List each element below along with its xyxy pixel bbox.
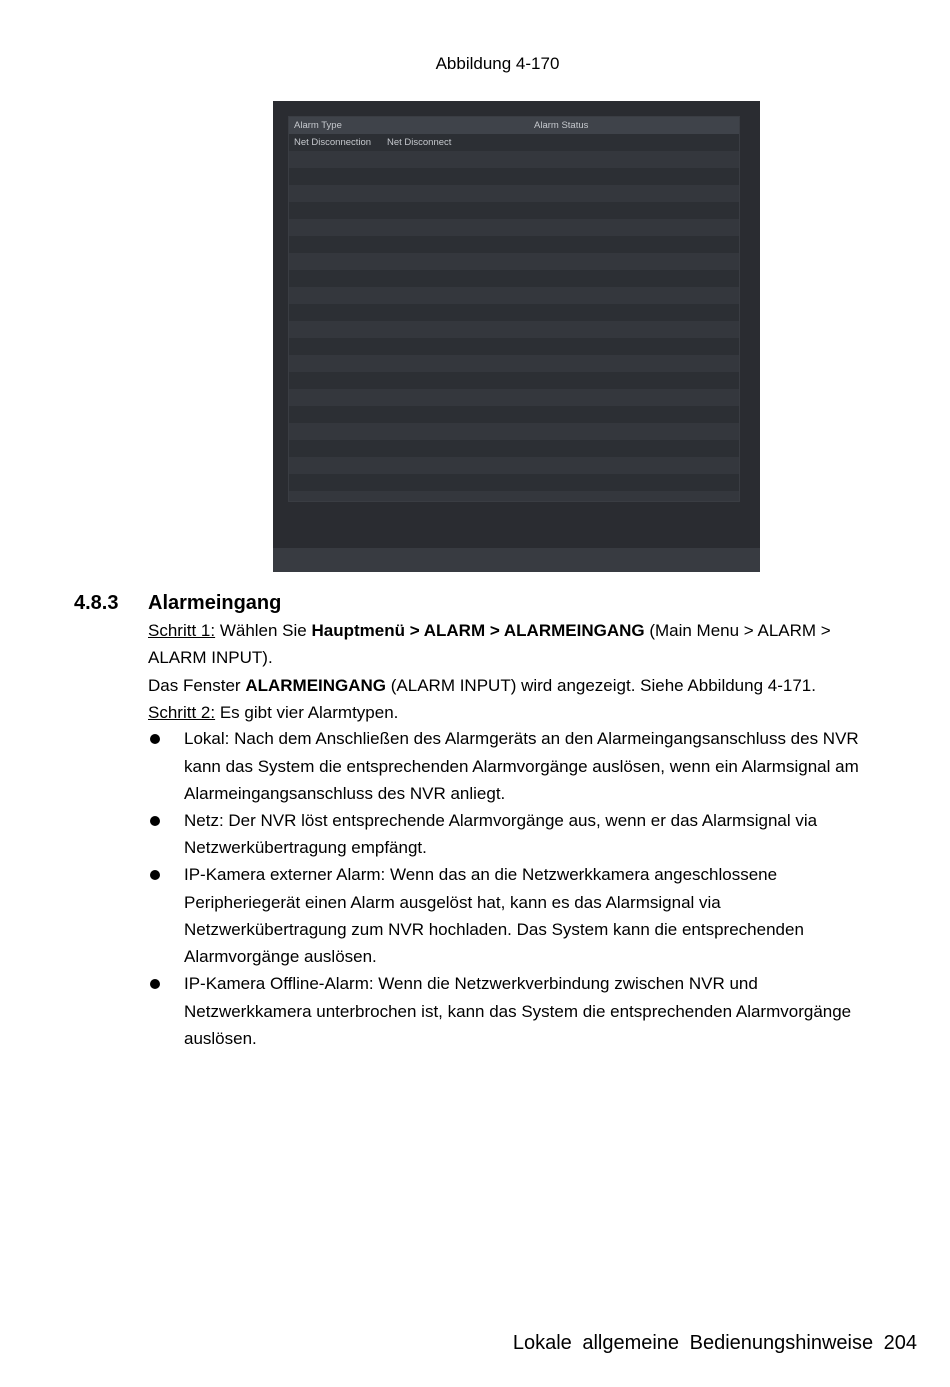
text: Es gibt vier Alarmtypen. bbox=[215, 703, 399, 722]
empty-table-row bbox=[289, 355, 739, 372]
empty-table-row bbox=[289, 236, 739, 253]
bullet-text: IP-Kamera externer Alarm: Wenn das an die Netzwerkkamera angeschlossene bbox=[184, 865, 778, 884]
text: Wählen Sie bbox=[215, 621, 312, 640]
empty-table-row bbox=[289, 321, 739, 338]
empty-table-row bbox=[289, 457, 739, 474]
text: Das Fenster bbox=[148, 676, 246, 695]
bullet-text: Lokal: Nach dem Anschließen des Alarmgeräts an den Alarmeingangsanschluss des NVR bbox=[184, 729, 859, 748]
alarm-status-table bbox=[288, 116, 740, 502]
bullet-text: Alarmeingangsanschluss des NVR anliegt. bbox=[184, 784, 506, 803]
bullet-text: Peripheriegerät einen Alarm ausgelöst hat, kann es das Alarmsignal via bbox=[184, 893, 721, 912]
table-header bbox=[289, 117, 739, 134]
step1-line1 bbox=[148, 617, 831, 644]
empty-table-row bbox=[289, 304, 739, 321]
empty-table-row bbox=[289, 219, 739, 236]
bold-text: ALARM bbox=[423, 621, 486, 640]
bold-text: > bbox=[485, 621, 504, 640]
section-number: 4.8.3 bbox=[74, 592, 119, 614]
section-title: Alarmeingang bbox=[148, 592, 282, 614]
text: (Main Menu > ALARM > bbox=[644, 621, 831, 640]
bold-text: ALARMEINGANG bbox=[245, 676, 387, 695]
bullet-text: Netz: Der NVR löst entsprechende Alarmvorgänge aus, wenn er das Alarmsignal via bbox=[184, 811, 818, 830]
step1-label: Schritt 1: bbox=[148, 621, 216, 640]
header-alarm-status: Alarm Status bbox=[534, 120, 589, 131]
bullet-text: Netzwerkkamera unterbrochen ist, kann das System die entsprechenden Alarmvorgänge bbox=[184, 1002, 852, 1021]
bullet-dot bbox=[150, 816, 160, 826]
empty-table-row bbox=[289, 372, 739, 389]
page-footer: Lokale allgemeine Bedienungshinweise 204 bbox=[512, 1332, 917, 1354]
bold-text: ALARMEINGANG bbox=[503, 621, 645, 640]
alarm-status-screenshot bbox=[273, 101, 760, 572]
bullet-text: IP-Kamera Offline-Alarm: Wenn die Netzwerkverbindung zwischen NVR und bbox=[184, 974, 758, 993]
empty-table-row bbox=[289, 389, 739, 406]
header-alarm-type: Alarm Type bbox=[294, 120, 342, 131]
empty-table-row bbox=[289, 423, 739, 440]
step2-line bbox=[148, 699, 398, 726]
empty-table-row bbox=[289, 185, 739, 202]
step2-label: Schritt 2: bbox=[148, 703, 216, 722]
alarm-type-cell: Net Disconnection bbox=[294, 137, 372, 148]
empty-table-row bbox=[289, 270, 739, 287]
bullet-text: Alarmvorgänge auslösen. bbox=[184, 947, 377, 966]
empty-table-row bbox=[289, 406, 739, 423]
empty-table-row bbox=[289, 287, 739, 304]
bold-text: Hauptmenü bbox=[311, 621, 405, 640]
empty-table-row bbox=[289, 491, 739, 502]
alarm-status-cell: Net Disconnect bbox=[387, 137, 452, 148]
empty-table-row bbox=[289, 338, 739, 355]
bullet-dot bbox=[150, 979, 160, 989]
bullet-text: Netzwerkübertragung zum NVR hochladen. Das System kann die entsprechenden bbox=[184, 920, 804, 939]
empty-table-row bbox=[289, 440, 739, 457]
empty-table-row bbox=[289, 474, 739, 491]
status-bar bbox=[273, 548, 760, 572]
table-row[interactable] bbox=[289, 134, 739, 151]
bullet-text: kann das System die entsprechenden Alarmvorgänge auslösen, wenn ein Alarmsignal am bbox=[184, 757, 859, 776]
empty-table-row bbox=[289, 202, 739, 219]
window-line bbox=[148, 672, 816, 699]
bullet-dot bbox=[150, 734, 160, 744]
bullet-dot bbox=[150, 870, 160, 880]
empty-table-row bbox=[289, 151, 739, 168]
text: (ALARM INPUT) wird angezeigt. Siehe Abbildung 4-171. bbox=[386, 676, 816, 695]
step1-line2: ALARM INPUT). bbox=[148, 648, 273, 667]
figure-caption: Abbildung 4-170 bbox=[435, 54, 560, 73]
bullet-text: Netzwerkübertragung empfängt. bbox=[184, 838, 427, 857]
empty-table-row bbox=[289, 168, 739, 185]
bullet-text: auslösen. bbox=[184, 1029, 257, 1048]
empty-table-row bbox=[289, 253, 739, 270]
bold-text: > bbox=[404, 621, 424, 640]
